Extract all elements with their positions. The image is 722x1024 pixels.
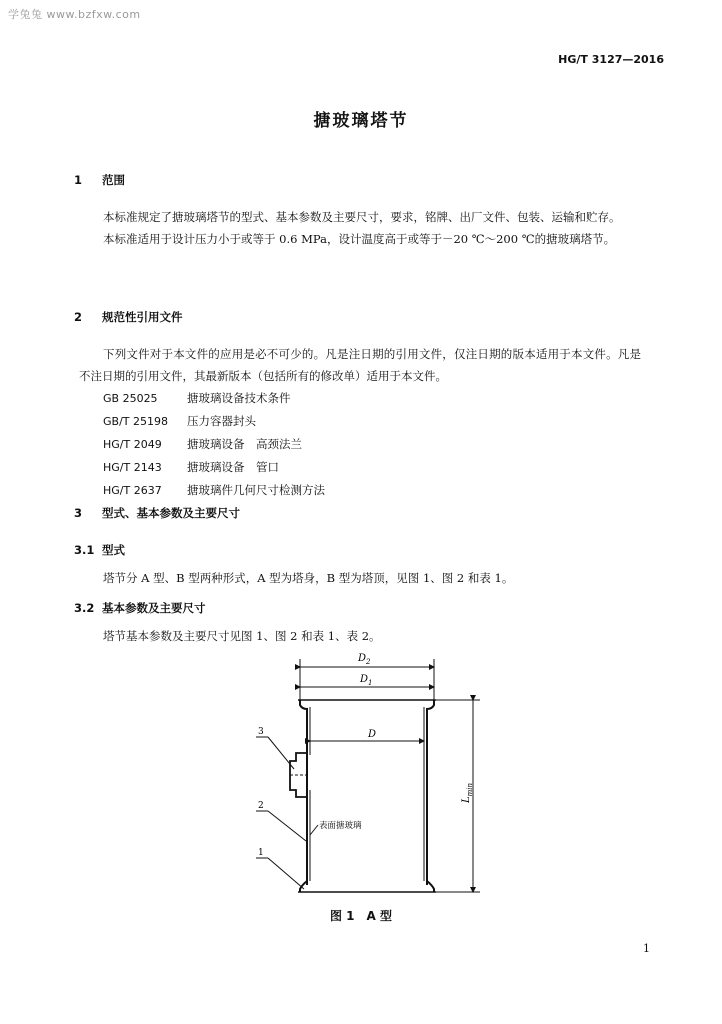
ref-title: 搪玻璃件几何尺寸检测方法: [187, 483, 325, 497]
section-number: 3.2: [74, 601, 95, 615]
section-3-1-body: [79, 567, 641, 589]
dim-lmin-label: $L_{min}$: [461, 782, 474, 803]
surface-enamel-label: 表面搪玻璃: [319, 821, 362, 831]
reference-item: [103, 479, 325, 502]
ref-code: HG/T 2143: [103, 461, 162, 474]
callout-1: 1: [258, 848, 264, 858]
ref-title: 搪玻璃设备技术条件: [187, 391, 291, 405]
ref-code: GB/T 25198: [103, 415, 168, 428]
dim-d1-label: $D_1$: [360, 674, 373, 687]
ref-code: GB 25025: [103, 392, 158, 405]
callout-3: 3: [258, 727, 264, 737]
section-3-1-heading: [74, 542, 125, 558]
standard-code: HG/T 3127—2016: [558, 53, 664, 66]
page-number: 1: [643, 942, 650, 955]
ref-title: 压力容器封头: [187, 414, 256, 428]
reference-item: [103, 433, 325, 456]
figure-caption: 图 1 A 型: [330, 909, 392, 923]
section-3-2-heading: [74, 600, 206, 616]
figure-a-type-drawing: [240, 645, 500, 900]
ref-title: 搪玻璃设备 管口: [187, 460, 279, 474]
reference-item: [103, 410, 325, 433]
paragraph: 本标准适用于设计压力小于或等于 0.6 MPa，设计温度高于或等于－20 ℃～200 ℃的搪玻璃塔节。: [103, 232, 616, 246]
callout-2: 2: [258, 801, 264, 811]
section-title: 型式: [102, 543, 125, 557]
section-title: 范围: [102, 173, 125, 187]
section-1-heading: [74, 172, 125, 188]
section-title: 基本参数及主要尺寸: [102, 601, 206, 615]
reference-list: [103, 387, 325, 502]
ref-code: HG/T 2637: [103, 484, 162, 497]
section-2-body: [79, 343, 641, 387]
section-number: 3: [74, 506, 83, 520]
section-number: 2: [74, 310, 83, 324]
section-title: 规范性引用文件: [102, 310, 183, 324]
dim-d2-label: $D_2$: [358, 653, 371, 666]
section-number: 3.1: [74, 543, 95, 557]
reference-item: [103, 456, 325, 479]
section-1-body: [79, 206, 641, 250]
watermark: 学兔兔 www.bzfxw.com: [8, 8, 141, 21]
ref-title: 搪玻璃设备 高颈法兰: [187, 437, 302, 451]
section-2-heading: [74, 309, 183, 325]
section-3-2-body: [79, 625, 641, 647]
section-title: 型式、基本参数及主要尺寸: [102, 506, 240, 520]
ref-code: HG/T 2049: [103, 438, 162, 451]
page-title: 搪玻璃塔节: [313, 111, 409, 131]
paragraph: 塔节分 A 型、B 型两种形式，A 型为塔身，B 型为塔顶，见图 1、图 2 和表 1。: [103, 571, 514, 585]
paragraph: 塔节基本参数及主要尺寸见图 1、图 2 和表 1、表 2。: [103, 629, 381, 643]
dim-d-label: D: [368, 729, 377, 740]
reference-item: [103, 387, 325, 410]
section-3-heading: [74, 505, 240, 521]
section-number: 1: [74, 173, 83, 187]
paragraph: 下列文件对于本文件的应用是必不可少的。凡是注日期的引用文件，仅注日期的版本适用于本文件。凡是不注日期的引用文件，其最新版本（包括所有的修改单）适用于本文件。: [79, 347, 641, 383]
paragraph: 本标准规定了搪玻璃塔节的型式、基本参数及主要尺寸，要求，铭牌、出厂文件、包装、运输和贮存。: [103, 210, 621, 224]
